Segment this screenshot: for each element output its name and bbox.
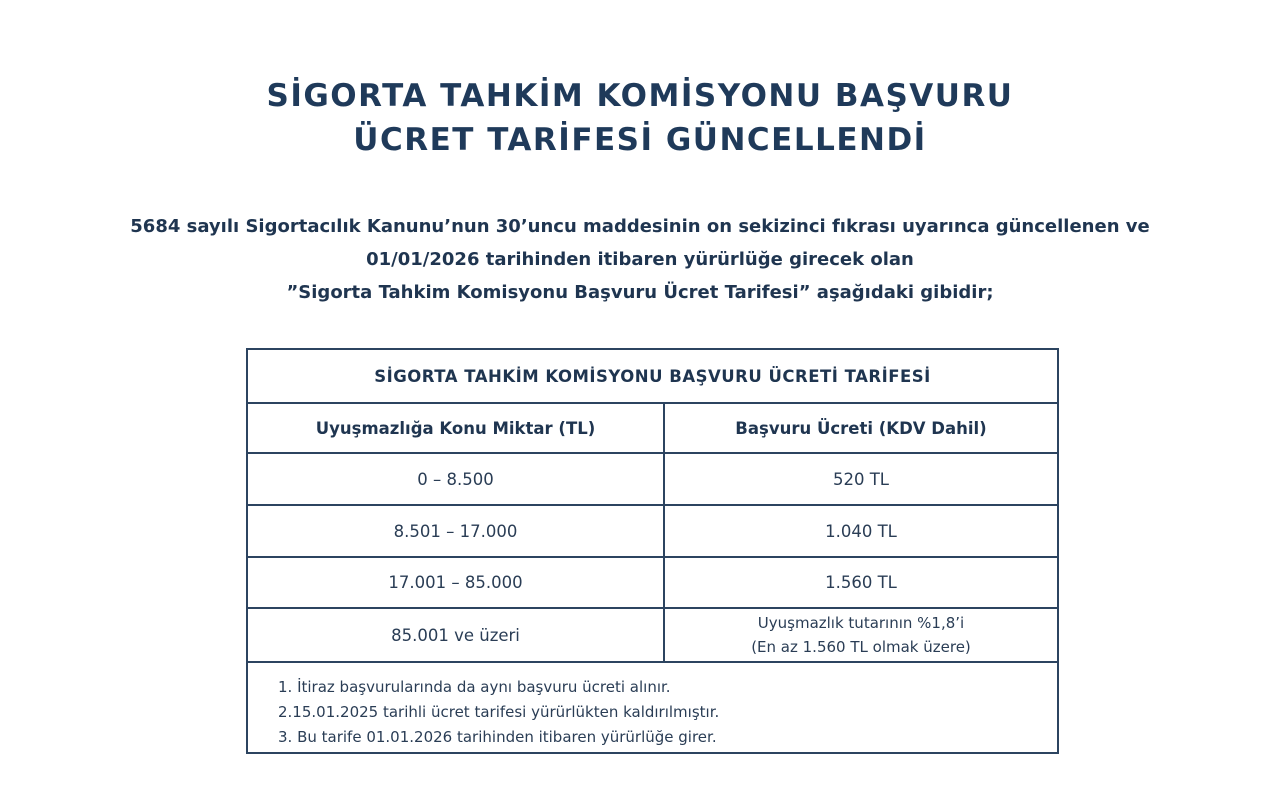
title-line-2: ÜCRET TARİFESİ GÜNCELLENDİ — [353, 122, 927, 158]
row-amount: 8.501 – 17.000 — [393, 521, 518, 541]
intro-line-1: 5684 sayılı Sigortacılık Kanunu’nun 30’uncu maddesinin on sekizinci fıkrası uyarınca güncellenen ve — [130, 216, 1150, 237]
row-amount: 17.001 – 85.000 — [388, 573, 523, 592]
note-item: 3. Bu tarife 01.01.2026 tarihinden itibaren yürürlüğe girer. — [278, 728, 717, 746]
intro-paragraph — [0, 210, 1280, 309]
row-amount: 85.001 ve üzeri — [391, 625, 520, 645]
column-header-amount: Uyuşmazlığa Konu Miktar (TL) — [315, 418, 596, 438]
table-notes — [278, 675, 719, 750]
intro-line-2: 01/01/2026 tarihinden itibaren yürürlüğe girecek olan — [366, 249, 914, 270]
row-fee: 1.560 TL — [825, 573, 897, 592]
row-fee-line-1: Uyuşmazlık tutarının %1,8’i — [757, 614, 965, 632]
page-title — [0, 74, 1280, 162]
row-fee: 1.040 TL — [825, 521, 897, 541]
note-item: 2.15.01.2025 tarihli ücret tarifesi yürürlükten kaldırılmıştır. — [278, 703, 720, 721]
table-caption: SİGORTA TAHKİM KOMİSYONU BAŞVURU ÜCRETİ TARİFESİ — [374, 366, 931, 386]
row-fee-line-2: (En az 1.560 TL olmak üzere) — [751, 638, 971, 656]
note-item: 1. İtiraz başvurularında da aynı başvuru ücreti alınır. — [278, 678, 671, 696]
title-line-1: SİGORTA TAHKİM KOMİSYONU BAŞVURU — [266, 78, 1014, 114]
intro-line-3: ”Sigorta Tahkim Komisyonu Başvuru Ücret Tarifesi” aşağıdaki gibidir; — [286, 282, 994, 303]
row-fee — [665, 609, 1057, 661]
row-fee: 520 TL — [832, 469, 889, 489]
row-amount: 0 – 8.500 — [417, 469, 494, 489]
fee-table — [246, 348, 1059, 754]
column-header-fee: Başvuru Ücreti (KDV Dahil) — [735, 418, 987, 438]
table-rule — [248, 661, 1057, 663]
